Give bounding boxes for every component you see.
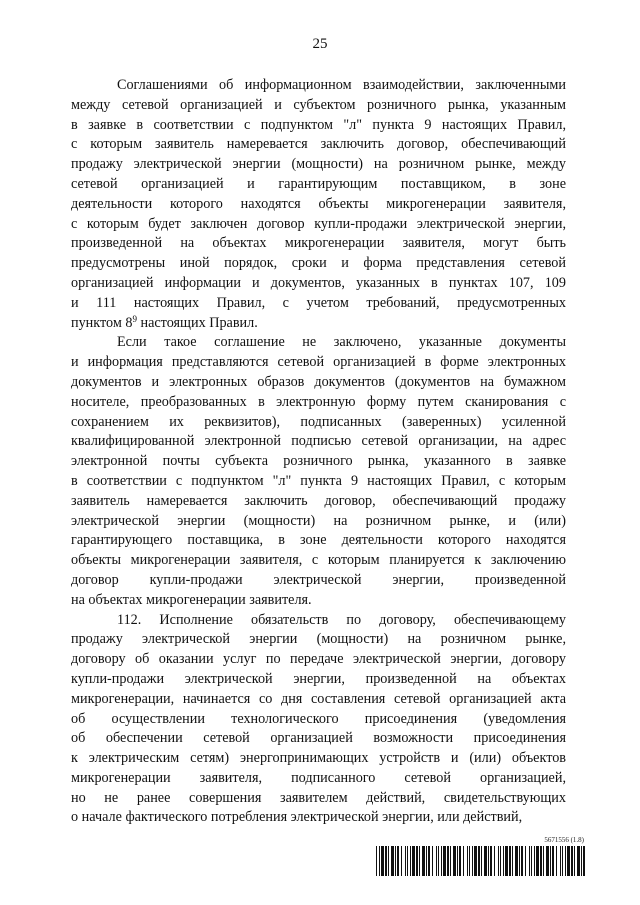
text-line: на объектах микрогенерации заявителя. [71, 591, 312, 608]
barcode-bar [419, 846, 420, 876]
text-line: о начале фактического потребления электрической энергии, или действий, [71, 809, 523, 826]
barcode-bar [397, 846, 399, 876]
barcode-bar [447, 846, 449, 876]
barcode-bar [567, 846, 570, 876]
document-code: 5671556 (1.8) [544, 836, 584, 844]
barcode-bar [488, 846, 489, 876]
barcode-bar [438, 846, 439, 876]
text-line: гарантирующего поставщика, в зоне деятельности которого находятся [71, 532, 566, 549]
barcode-bar [500, 846, 501, 876]
text-line: купли-продажи электрической энергии, произведенной на объектах [71, 670, 566, 687]
barcode-bar [395, 846, 396, 876]
barcode-bar [405, 846, 406, 876]
barcode-bar [521, 846, 523, 876]
paragraph-electronic-documents [71, 333, 566, 610]
barcode-bar [560, 846, 561, 876]
paragraph-agreements [71, 76, 566, 333]
barcode-bar [494, 846, 495, 876]
superscript: 9 [132, 313, 137, 324]
paragraph-112 [71, 611, 566, 829]
text-line: микрогенерации, начинается со дня составления сетевой организацией акта [71, 690, 566, 707]
barcode-bar [401, 846, 402, 876]
barcode-bar [467, 846, 468, 876]
barcode-bar [459, 846, 461, 876]
barcode-bar [450, 846, 451, 876]
barcode-bar [565, 846, 566, 876]
text-line: и 111 настоящих Правил, с учетом требований, предусмотренных [71, 294, 566, 311]
text-line: документов и электронных образов документов (документов на бумажном [71, 373, 566, 390]
barcode-bar [453, 846, 456, 876]
text-line: в соответствии с подпунктом "л" пункта 9 настоящих Правил, с которым [71, 472, 566, 489]
text-line: объекты микрогенерации заявителя, с которым планируется к заключению [71, 552, 566, 569]
text-line: организацией информации и документов, указанных в пунктах 107, 109 [71, 274, 566, 291]
barcode-bar [376, 846, 377, 876]
barcode-bar [391, 846, 394, 876]
barcode-bar [481, 846, 482, 876]
text-line: 112. Исполнение обязательств по договору, обеспечивающему [117, 611, 566, 628]
barcode-bar [536, 846, 539, 876]
barcode-bar [469, 846, 470, 876]
text-line: с которым заявитель намеревается заключить договор, обеспечивающий [71, 136, 566, 153]
barcode-bar [490, 846, 492, 876]
text-line: микрогенерации заявителя, подписанного сетевой организацией, [71, 769, 566, 786]
text-line: но не ранее совершения заявителем действий, свидетельствующих [71, 789, 566, 806]
barcode-bar [478, 846, 480, 876]
text-line: квалифицированной электронной подписью сетевой организации, на адрес [71, 433, 566, 450]
page-number: 25 [312, 36, 328, 52]
document-body [71, 76, 566, 828]
text-line: Соглашениями об информационном взаимодействии, заключенными [117, 77, 566, 93]
text-line: сохранением их реквизитов), подписанных (заверенных) усиленной [71, 413, 566, 430]
barcode-bar [472, 846, 473, 876]
text-line: об обеспечении сетевой организацией возможности присоединения [71, 730, 566, 747]
barcode-bar [422, 846, 425, 876]
barcode-bar [556, 846, 557, 876]
text-line: договор купли-продажи электрической энергии, произведенной [71, 571, 566, 588]
barcode-bar [428, 846, 430, 876]
barcode-bar [550, 846, 551, 876]
barcode-bar [503, 846, 504, 876]
barcode-bar [432, 846, 433, 876]
text-line: носителе, преобразованных в электронную форму путем сканирования с [71, 393, 566, 410]
barcode-bar [540, 846, 542, 876]
barcode-bar [512, 846, 513, 876]
text-line: сетевой организацией и гарантирующим поставщиком, в зоне [71, 175, 566, 192]
text-line: продажу электрической энергии (мощности) на розничном рынке, между [71, 156, 566, 173]
barcode-bar [509, 846, 511, 876]
barcode-bar [381, 846, 384, 876]
barcode-bar [571, 846, 573, 876]
barcode-bar [552, 846, 554, 876]
barcode-bar [407, 846, 408, 876]
text-line: об осуществлении технологического присоединения (уведомления [71, 710, 566, 727]
text-line: между сетевой организацией и субъектом розничного рынка, указанным [71, 96, 566, 113]
text-line: пунктом $8^9$ настоящих Правил. [71, 313, 258, 331]
text-line: к электрическим сетям) энергопринимающих устройств и (или) объектов [71, 750, 566, 767]
text-line: продажу электрической энергии (мощности) на розничном рынке, [71, 631, 566, 648]
barcode-bar [519, 846, 520, 876]
barcode-bar [385, 846, 387, 876]
barcode-bar [534, 846, 535, 876]
barcode-bar [529, 846, 530, 876]
barcode-bar [515, 846, 518, 876]
barcode-bar [436, 846, 437, 876]
barcode-bar [574, 846, 575, 876]
barcode-bar [416, 846, 418, 876]
barcode-bar [443, 846, 446, 876]
barcode-bar [577, 846, 580, 876]
barcode-bar [441, 846, 442, 876]
text-line: и информация представляются сетевой организацией в форме электронных [71, 354, 566, 371]
text-line: предусмотрены иной порядок, сроки и форма представления сетевой [71, 255, 566, 272]
text-line: произведенной на объектах микрогенерации заявителя, могут быть [71, 235, 566, 252]
text-line: электронной почты субъекта розничного рынка, указанного в заявке [71, 453, 566, 470]
barcode-bar [525, 846, 526, 876]
barcode-bar [474, 846, 477, 876]
barcode-bar [388, 846, 389, 876]
barcode-bar [546, 846, 549, 876]
barcode-bar [581, 846, 582, 876]
barcode-bar [498, 846, 499, 876]
barcode-bar [505, 846, 508, 876]
text-line: деятельности которого находятся объекты микрогенерации заявителя, [71, 195, 566, 212]
barcode-icon [376, 846, 586, 876]
barcode-bar [412, 846, 415, 876]
barcode-bar [410, 846, 411, 876]
barcode-bar [457, 846, 458, 876]
text-line: договору об оказании услуг по передаче электрической энергии, договору [71, 651, 566, 668]
barcode-bar [583, 846, 585, 876]
text-line: с которым будет заключен договор купли-продажи электрической энергии, [71, 215, 566, 232]
text-line: электрической энергии (мощности) на розничном рынке, и (или) [71, 512, 566, 529]
barcode-bar [379, 846, 380, 876]
barcode-bar [543, 846, 544, 876]
text-line: в заявке в соответствии с подпунктом "л" пункта 9 настоящих Правил, [71, 116, 566, 133]
text-line: заявитель намеревается заключить договор, обеспечивающий продажу [71, 492, 566, 509]
barcode-bar [531, 846, 532, 876]
text-line: Если такое соглашение не заключено, указанные документы [117, 334, 566, 351]
barcode-bar [463, 846, 464, 876]
barcode-bar [426, 846, 427, 876]
barcode-bar [484, 846, 487, 876]
barcode-bar [562, 846, 563, 876]
